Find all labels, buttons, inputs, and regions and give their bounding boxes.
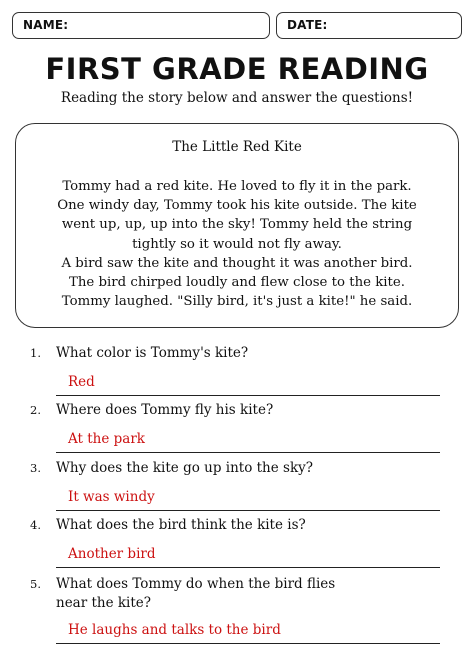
question-text: Where does Tommy fly his kite?	[56, 402, 274, 418]
question-text: Why does the kite go up into the sky?	[56, 460, 313, 476]
question-text-continued: near the kite?	[56, 595, 152, 611]
story-line: Tommy had a red kite. He loved to fly it in the park.	[62, 179, 412, 194]
date-label: DATE:	[287, 18, 328, 32]
answer-line[interactable]	[56, 567, 440, 568]
story-line: A bird saw the kite and thought it was another bird.	[61, 255, 413, 271]
answer-line[interactable]	[56, 510, 440, 511]
question-number: 3.	[30, 461, 41, 475]
story-line: tightly so it would not fly away.	[132, 236, 342, 252]
answer-text: Red	[68, 374, 95, 390]
name-field[interactable]	[12, 12, 270, 39]
story-box	[15, 123, 459, 328]
question-number: 4.	[30, 518, 41, 532]
answer-text: He laughs and talks to the bird	[68, 622, 281, 638]
name-label: NAME:	[23, 18, 69, 32]
question-number: 5.	[30, 577, 41, 591]
page-title: FIRST GRADE READING	[45, 52, 429, 86]
story-line: Tommy laughed. "Silly bird, it's just a kite!" he said.	[61, 294, 413, 310]
story-text	[16, 177, 458, 311]
date-field[interactable]	[276, 12, 462, 39]
answer-line[interactable]	[56, 452, 440, 453]
story-title: The Little Red Kite	[172, 139, 302, 155]
answer-line[interactable]	[56, 643, 440, 644]
question-text: What does the bird think the kite is?	[56, 517, 306, 533]
question-text: What does Tommy do when the bird flies	[56, 576, 336, 592]
story-line: The bird chirped loudly and flew close to the kite.	[69, 275, 405, 291]
story-line: went up, up, up into the sky! Tommy held the string	[61, 217, 413, 233]
answer-text: Another bird	[68, 546, 156, 562]
answer-text: It was windy	[68, 489, 155, 505]
question-number: 2.	[30, 403, 41, 417]
instructions: Reading the story below and answer the questions!	[60, 90, 414, 106]
answer-line[interactable]	[56, 395, 440, 396]
question-number: 1.	[30, 346, 41, 360]
question-text: What color is Tommy's kite?	[56, 345, 249, 361]
answer-text: At the park	[68, 431, 145, 447]
story-line: One windy day, Tommy took his kite outside. The kite	[57, 198, 417, 214]
